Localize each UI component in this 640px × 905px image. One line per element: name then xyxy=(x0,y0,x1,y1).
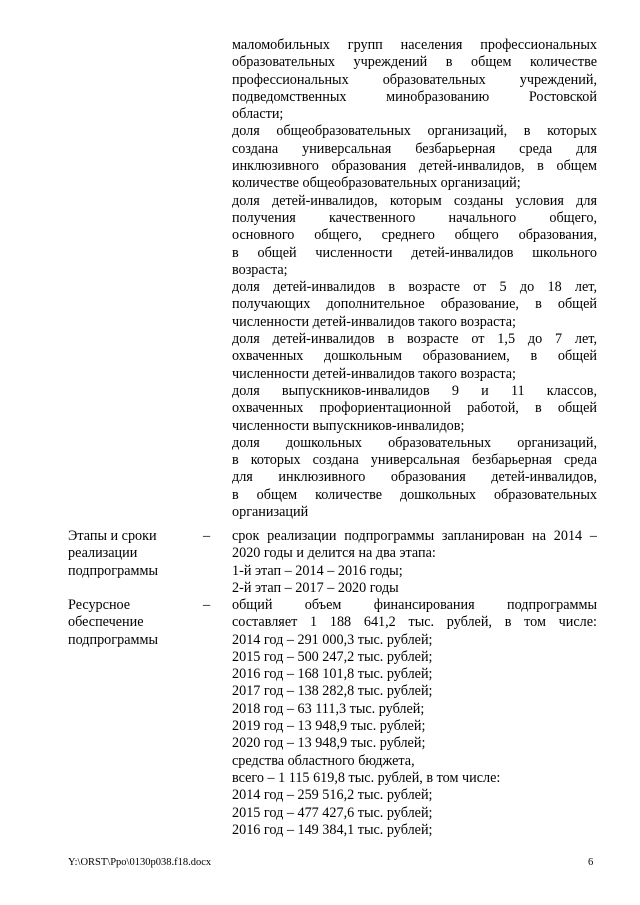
text-line: доля детей-инвалидов в возрасте от 5 до 18 лет, xyxy=(232,279,597,296)
text-line: в общем количестве дошкольных образовательных xyxy=(232,486,597,503)
resources-line: 2015 год – 500 247,2 тыс. рублей; xyxy=(232,648,433,665)
text-line: в которых создана универсальная безбарьерная среда xyxy=(232,452,597,469)
text-line: инклюзивного образования детей-инвалидов, в общем xyxy=(232,158,597,175)
resources-line: 2016 год – 168 101,8 тыс. рублей; xyxy=(232,666,433,683)
text-line: профессиональных образовательных учреждений, xyxy=(232,71,597,88)
resources-line: общий объем финансирования подпрограммы xyxy=(232,597,597,613)
text-line: количестве общеобразовательных организаций; xyxy=(232,175,521,192)
text-line: получения качественного начального общего, xyxy=(232,209,597,226)
text-line: доля детей-инвалидов в возрасте от 1,5 до 7 лет, xyxy=(232,331,597,348)
resources-line: составляет 1 188 641,2 тыс. рублей, в том числе: xyxy=(232,614,597,631)
resources-line: 2020 год – 13 948,9 тыс. рублей; xyxy=(232,735,426,752)
resources-line: средства областного бюджета, xyxy=(232,752,415,769)
indicators-text-block xyxy=(232,37,597,521)
stages-line: 1-й этап – 2014 – 2016 годы; xyxy=(232,562,403,579)
text-line: для инклюзивного образования детей-инвалидов, xyxy=(232,469,597,486)
text-line: численности детей-инвалидов такого возраста; xyxy=(232,313,516,330)
text-line: создана универсальная безбарьерная среда для xyxy=(232,140,597,157)
footer-page-number: 6 xyxy=(588,857,594,868)
text-line: маломобильных групп населения профессиональных xyxy=(232,37,597,53)
text-line: доля выпускников-инвалидов 9 и 11 классов, xyxy=(232,382,597,399)
text-line: охваченных профориентационной работой, в общей xyxy=(232,400,597,417)
stages-label xyxy=(68,528,218,580)
text-line: охваченных дошкольным образованием, в общей xyxy=(232,348,597,365)
text-line: области; xyxy=(232,106,284,123)
stages-label-line: подпрограммы xyxy=(68,562,158,579)
text-line: образовательных учреждений в общем количестве xyxy=(232,54,597,71)
text-line: в общей численности детей-инвалидов школьного xyxy=(232,244,597,261)
text-line: доля дошкольных образовательных организаций, xyxy=(232,434,597,451)
text-line: основного общего, среднего общего образования, xyxy=(232,227,597,244)
stages-text-block xyxy=(232,528,597,597)
stages-label-line: реализации xyxy=(68,545,138,562)
text-line: доля общеобразовательных организаций, в которых xyxy=(232,123,597,140)
resources-line: 2014 год – 291 000,3 тыс. рублей; xyxy=(232,631,433,648)
resources-line: 2014 год – 259 516,2 тыс. рублей; xyxy=(232,787,433,804)
resources-line: 2015 год – 477 427,6 тыс. рублей; xyxy=(232,804,433,821)
stages-line: 2020 годы и делится на два этапа: xyxy=(232,545,436,562)
stages-line: 2-й этап – 2017 – 2020 годы xyxy=(232,579,399,596)
text-line: подведомственных минобразованию Ростовской xyxy=(232,88,597,105)
stages-dash: – xyxy=(203,528,211,544)
text-line: численности выпускников-инвалидов; xyxy=(232,417,465,434)
stages-label-line: Этапы и сроки xyxy=(68,528,157,544)
resources-line: 2017 год – 138 282,8 тыс. рублей; xyxy=(232,683,433,700)
resources-text-block xyxy=(232,597,597,839)
resources-line: 2018 год – 63 111,3 тыс. рублей; xyxy=(232,700,425,717)
resources-label-line: подпрограммы xyxy=(68,631,158,648)
resources-line: всего – 1 115 619,8 тыс. рублей, в том числе: xyxy=(232,769,501,786)
text-line: доля детей-инвалидов, которым созданы условия для xyxy=(232,192,597,209)
resources-line: 2019 год – 13 948,9 тыс. рублей; xyxy=(232,718,426,735)
resources-label xyxy=(68,597,218,649)
text-line: возраста; xyxy=(232,261,288,278)
stages-line: срок реализации подпрограммы запланирован на 2014 – xyxy=(232,528,597,544)
footer-file-path: Y:\ORST\Ppo\0130p038.f18.docx xyxy=(68,857,212,868)
text-line: численности детей-инвалидов такого возраста; xyxy=(232,365,516,382)
text-line: организаций xyxy=(232,504,309,521)
resources-dash: – xyxy=(203,597,211,613)
text-line: получающих дополнительное образование, в общей xyxy=(232,296,597,313)
resources-label-line: Ресурсное xyxy=(68,597,131,613)
resources-line: 2016 год – 149 384,1 тыс. рублей; xyxy=(232,821,433,838)
resources-label-line: обеспечение xyxy=(68,614,144,631)
